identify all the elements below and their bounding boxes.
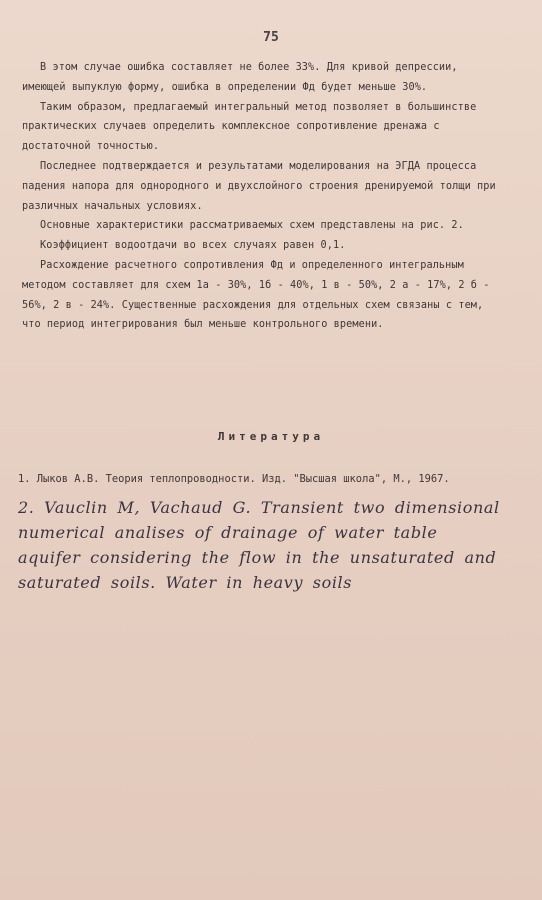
page-number: 75 [263, 30, 279, 45]
reference-item-1: 1. Лыков А.В. Теория теплопроводности. Изд. "Высшая школа", М., 1967. [18, 473, 450, 485]
references-list [18, 470, 503, 595]
paragraph: Последнее подтверждается и результатами моделирования на ЭГДА процесса падения напора для однородного и двухслойного строения дренируемой толщи при различных начальных условиях. [22, 160, 496, 212]
paragraph: В этом случае ошибка составляет не более 33%. Для кривой депрессии, имеющей выпуклую форму, ошибка в определении Фд будет меньше 30%. [22, 62, 458, 93]
body-text [22, 58, 502, 335]
paragraph: Расхождение расчетного сопротивления Фд и определенного интегральным методом составляет для схем 1а - 30%, 1б - 40%, 1 в - 50%, 2 а - 17%, 2 б - 56%, 2 в - 24%. Существенные расхождения для отдельных схем связаны с тем, что период интегрирования был меньше контрольного времени. [22, 259, 490, 331]
reference-item-2-handwritten: 2. Vauclin M, Vachaud G. Transient two dimensional numerical analises of drainage of water table aquifer considering the flow in the unsaturated and saturated soils. Water in heavy soils [18, 498, 500, 592]
paragraph: Коэффициент водоотдачи во всех случаях равен 0,1. [40, 240, 346, 252]
references-heading: Литература [217, 430, 325, 443]
paragraph: Таким образом, предлагаемый интегральный метод позволяет в большинстве практических случаев определить комплексное сопротивление дренажа с достаточной точностью. [22, 101, 477, 153]
paragraph: Основные характеристики рассматриваемых схем представлены на рис. 2. [40, 220, 464, 232]
